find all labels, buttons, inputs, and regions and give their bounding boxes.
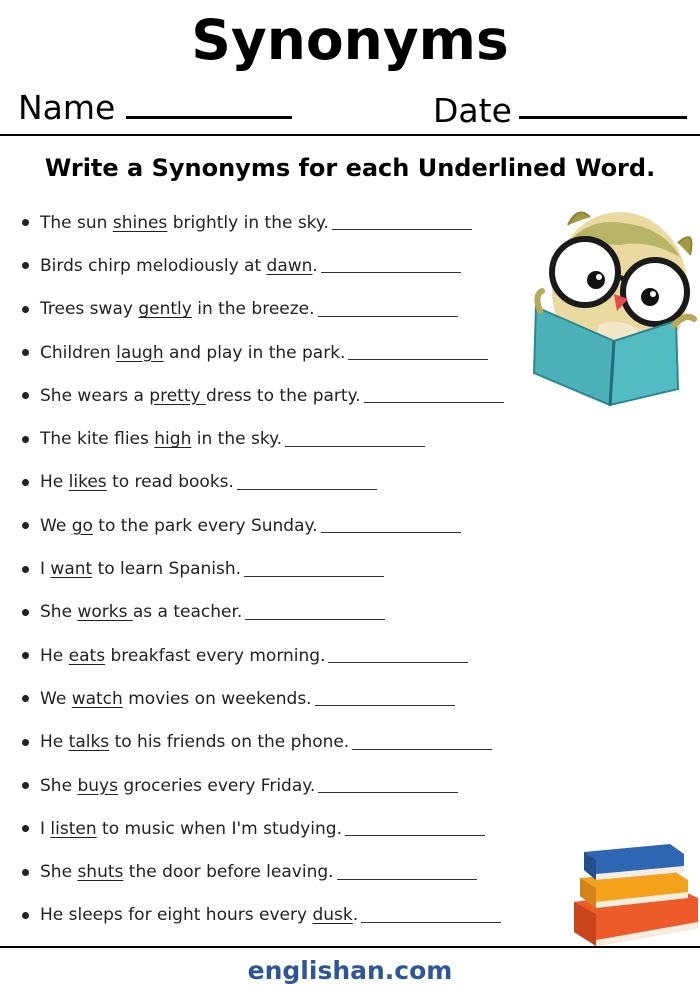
sentence-start: She <box>40 602 78 623</box>
sentence-start: Birds chirp melodiously at <box>40 255 267 276</box>
sentence-start: I <box>40 818 51 839</box>
exercise-item <box>22 764 504 807</box>
instructions-heading: Write a Synonyms for each Underlined Word. <box>44 154 656 182</box>
bullet-icon <box>22 912 29 919</box>
exercise-item <box>22 374 504 417</box>
bullet-icon <box>22 695 29 702</box>
sentence-start: Trees sway <box>40 299 139 320</box>
exercise-item <box>22 721 504 764</box>
underlined-word: works <box>77 602 133 623</box>
sentence-end: and play in the park. <box>163 342 346 363</box>
answer-blank[interactable] <box>237 489 377 490</box>
header-divider <box>0 134 700 136</box>
exercise-item <box>22 331 504 374</box>
bullet-icon <box>22 392 29 399</box>
sentence-end: breakfast every morning. <box>105 645 326 666</box>
answer-blank[interactable] <box>318 316 458 317</box>
sentence-start: Children <box>40 342 117 363</box>
answer-blank[interactable] <box>352 749 492 750</box>
exercise-item <box>22 850 504 893</box>
underlined-word: buys <box>77 775 118 796</box>
answer-blank[interactable] <box>285 446 425 447</box>
date-label: Date <box>433 91 512 130</box>
footer-website[interactable]: englishan.com <box>247 956 453 985</box>
sentence-end: to read books. <box>106 472 234 493</box>
bullet-icon <box>22 479 29 486</box>
sentence-end: to the park every Sunday. <box>92 515 318 536</box>
sentence-end: groceries every Friday. <box>117 775 316 796</box>
answer-blank[interactable] <box>244 576 384 577</box>
sentence-start: He <box>40 732 69 753</box>
sentence-start: We <box>40 515 72 536</box>
bullet-icon <box>22 522 29 529</box>
worksheet-title: Synonyms <box>191 8 509 72</box>
sentence-start: She wears a <box>40 385 150 406</box>
bullet-icon <box>22 652 29 659</box>
answer-blank[interactable] <box>245 619 385 620</box>
book-stack-icon <box>566 836 700 950</box>
bullet-icon <box>22 566 29 573</box>
exercise-item <box>22 591 504 634</box>
underlined-word: eats <box>68 645 106 666</box>
answer-blank[interactable] <box>318 792 458 793</box>
bullet-icon <box>22 869 29 876</box>
answer-blank[interactable] <box>321 272 461 273</box>
underlined-word: high <box>154 429 192 450</box>
bullet-icon <box>22 739 29 746</box>
answer-blank[interactable] <box>337 879 477 880</box>
bullet-icon <box>22 306 29 313</box>
sentence-start: I <box>40 559 51 580</box>
date-field-line[interactable] <box>519 116 687 119</box>
underlined-word: pretty <box>149 385 206 406</box>
underlined-word: talks <box>68 732 110 753</box>
sentence-start: He <box>40 472 69 493</box>
sentence-end: brightly in the sky. <box>167 212 329 233</box>
sentence-end: in the breeze. <box>191 299 315 320</box>
exercise-item <box>22 677 504 720</box>
underlined-word: likes <box>68 472 107 493</box>
exercise-item <box>22 201 504 244</box>
name-label: Name <box>18 88 116 127</box>
sentence-end: . <box>352 905 359 926</box>
bullet-icon <box>22 782 29 789</box>
underlined-word: gently <box>138 299 192 320</box>
sentence-end: the door before leaving. <box>123 862 334 883</box>
bullet-icon <box>22 219 29 226</box>
sentence-end: as a teacher. <box>132 602 243 623</box>
exercise-item <box>22 894 504 937</box>
sentence-start: The sun <box>40 212 113 233</box>
sentence-start: She <box>40 862 78 883</box>
bullet-icon <box>22 349 29 356</box>
sentence-end: movies on weekends. <box>122 688 312 709</box>
exercise-item <box>22 504 504 547</box>
exercise-item <box>22 634 504 677</box>
footer-divider <box>0 946 700 948</box>
underlined-word: watch <box>71 688 123 709</box>
answer-blank[interactable] <box>364 402 504 403</box>
underlined-word: dawn <box>266 255 313 276</box>
sentence-start: The kite flies <box>40 429 155 450</box>
sentence-end: dress to the party. <box>205 385 361 406</box>
answer-blank[interactable] <box>328 662 468 663</box>
answer-blank[interactable] <box>345 835 485 836</box>
answer-blank[interactable] <box>315 705 455 706</box>
exercise-item <box>22 547 504 590</box>
exercise-item <box>22 288 504 331</box>
underlined-word: want <box>50 559 93 580</box>
underlined-word: dusk <box>312 905 353 926</box>
sentence-start: He sleeps for eight hours every <box>40 905 313 926</box>
exercise-item <box>22 807 504 850</box>
bullet-icon <box>22 825 29 832</box>
exercise-item <box>22 244 504 287</box>
bullet-icon <box>22 262 29 269</box>
exercise-list <box>22 201 504 937</box>
sentence-end: in the sky. <box>191 429 283 450</box>
answer-blank[interactable] <box>361 922 501 923</box>
exercise-item <box>22 461 504 504</box>
sentence-end: . <box>312 255 318 276</box>
sentence-start: We <box>40 688 72 709</box>
underlined-word: laugh <box>116 342 164 363</box>
answer-blank[interactable] <box>321 532 461 533</box>
answer-blank[interactable] <box>332 229 472 230</box>
exercise-item <box>22 417 504 460</box>
name-field-line[interactable] <box>126 116 292 119</box>
bullet-icon <box>22 436 29 443</box>
sentence-end: to music when I'm studying. <box>96 818 342 839</box>
underlined-word: listen <box>50 818 97 839</box>
sentence-end: to learn Spanish. <box>92 559 242 580</box>
answer-blank[interactable] <box>348 359 488 360</box>
sentence-end: to his friends on the phone. <box>109 732 350 753</box>
sentence-start: She <box>40 775 78 796</box>
owl-reading-book-icon <box>528 195 700 410</box>
sentence-start: He <box>40 645 69 666</box>
bullet-icon <box>22 609 29 616</box>
underlined-word: go <box>71 515 93 536</box>
underlined-word: shines <box>112 212 168 233</box>
underlined-word: shuts <box>77 862 124 883</box>
